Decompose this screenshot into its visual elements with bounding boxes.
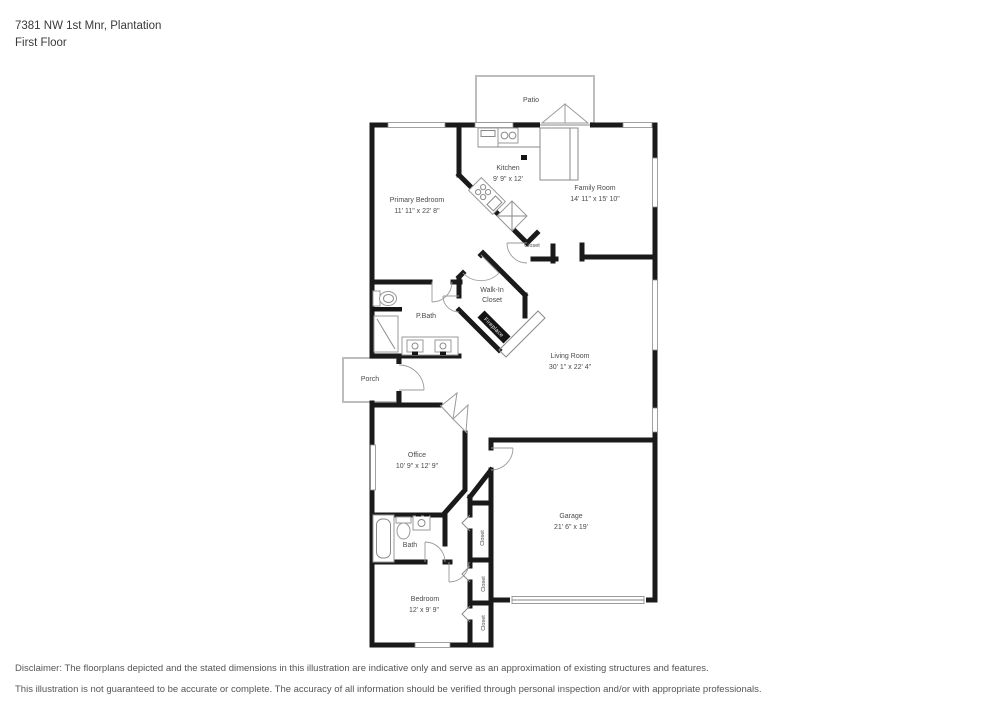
room-label-garage: Garage (559, 513, 583, 520)
window (371, 445, 376, 490)
room-label-kitchen: Kitchen (496, 165, 520, 172)
bedroom-door-swing (449, 562, 469, 582)
primary-bedroom-door-swing (432, 282, 452, 302)
room-label-patio: Patio (523, 97, 539, 104)
french-door-leaf-icon (565, 104, 588, 123)
faucet-mark (416, 514, 421, 517)
room-dims-primary-bedroom: 11' 11" x 22' 8" (394, 208, 440, 215)
fireplace-label: Fireplace (482, 316, 505, 339)
room-dims-garage: 21' 6" x 19' (554, 524, 588, 531)
range-icon (469, 178, 506, 215)
pbath-fixtures (373, 291, 458, 355)
fireplace (481, 311, 545, 357)
faucet-mark (440, 352, 446, 356)
room-label-pbath: P.Bath (415, 313, 437, 320)
disclaimer-block (15, 658, 762, 700)
floor-title: First Floor (15, 37, 67, 49)
office-door-leaf-icon (441, 393, 457, 419)
room-dims-living-room: 30' 1" x 22' 4" (548, 364, 592, 371)
room-label-family-room: Family Room (574, 185, 616, 192)
vanity-sink-icon (435, 340, 451, 352)
front-door-opening (396, 364, 402, 391)
disclaimer-line1: Disclaimer: The floorplans depicted and the stated dimensions in this illustration are indicative only and serve as an approximation of existing structures and features. (15, 663, 709, 674)
room-label-walkin-line1: Walk-In (480, 287, 504, 294)
toilet-tank (396, 517, 411, 523)
patio-french-doors (542, 104, 588, 123)
kitchen-fixtures (469, 128, 578, 231)
room-label-office: Office (407, 452, 427, 459)
room-label-bedroom: Bedroom (410, 596, 440, 603)
walkin-closet-door-swing (463, 255, 499, 281)
garage-door (512, 597, 644, 604)
window (653, 408, 658, 432)
french-door-leaf-icon (542, 104, 565, 123)
room-label-primary-bedroom: Primary Bedroom (389, 197, 445, 204)
window (623, 123, 652, 128)
toilet-icon (397, 523, 410, 539)
room-dims-family-room: 14' 11" x 15' 10" (570, 196, 620, 203)
room-label-bedroom-closet-upper: Closet (481, 576, 487, 592)
garage-entry-door-swing (491, 448, 513, 470)
room-dims-bedroom: 12' x 9' 9" (408, 607, 440, 614)
room-label-bedroom-closet-lower: Closet (481, 615, 487, 631)
vanity-sink-icon (407, 340, 423, 352)
toilet-tank (373, 291, 380, 306)
bath-sink-icon (413, 516, 430, 530)
room-label-porch: Porch (360, 376, 380, 383)
room-label-hall-closet: Closet (480, 530, 486, 546)
window (415, 643, 450, 648)
dishwasher-mark (521, 155, 527, 160)
bath-fixtures (373, 514, 430, 563)
window (388, 123, 445, 128)
range-body (469, 178, 506, 215)
faucet-mark (424, 514, 429, 517)
room-dims-office: 10' 9" x 12' 9" (395, 463, 439, 470)
room-label-kitchen-closet: Closet (524, 243, 540, 249)
interior-walls-north (372, 125, 655, 350)
bath-door-swing (425, 542, 445, 562)
room-dims-kitchen: 9' 9" x 12' (492, 176, 524, 183)
address-title: 7381 NW 1st Mnr, Plantation (15, 20, 162, 32)
room-label-living-room: Living Room (550, 353, 590, 360)
counter-peninsula (540, 128, 578, 180)
window (653, 280, 658, 350)
front-door-swing (399, 365, 424, 390)
faucet-mark (412, 352, 418, 356)
room-label-bath: Bath (402, 542, 418, 549)
window (653, 158, 658, 207)
pbath-privacy-wall (372, 307, 402, 312)
garage-walls (491, 440, 655, 600)
office-door-leaf-icon (453, 405, 468, 432)
disclaimer-line2: This illustration is not guaranteed to be accurate or complete. The accuracy of all information should be verified through personal inspection and/or with appropriate professionals. (15, 684, 762, 695)
window (475, 123, 513, 128)
room-label-walkin-line2: Closet (482, 297, 502, 304)
